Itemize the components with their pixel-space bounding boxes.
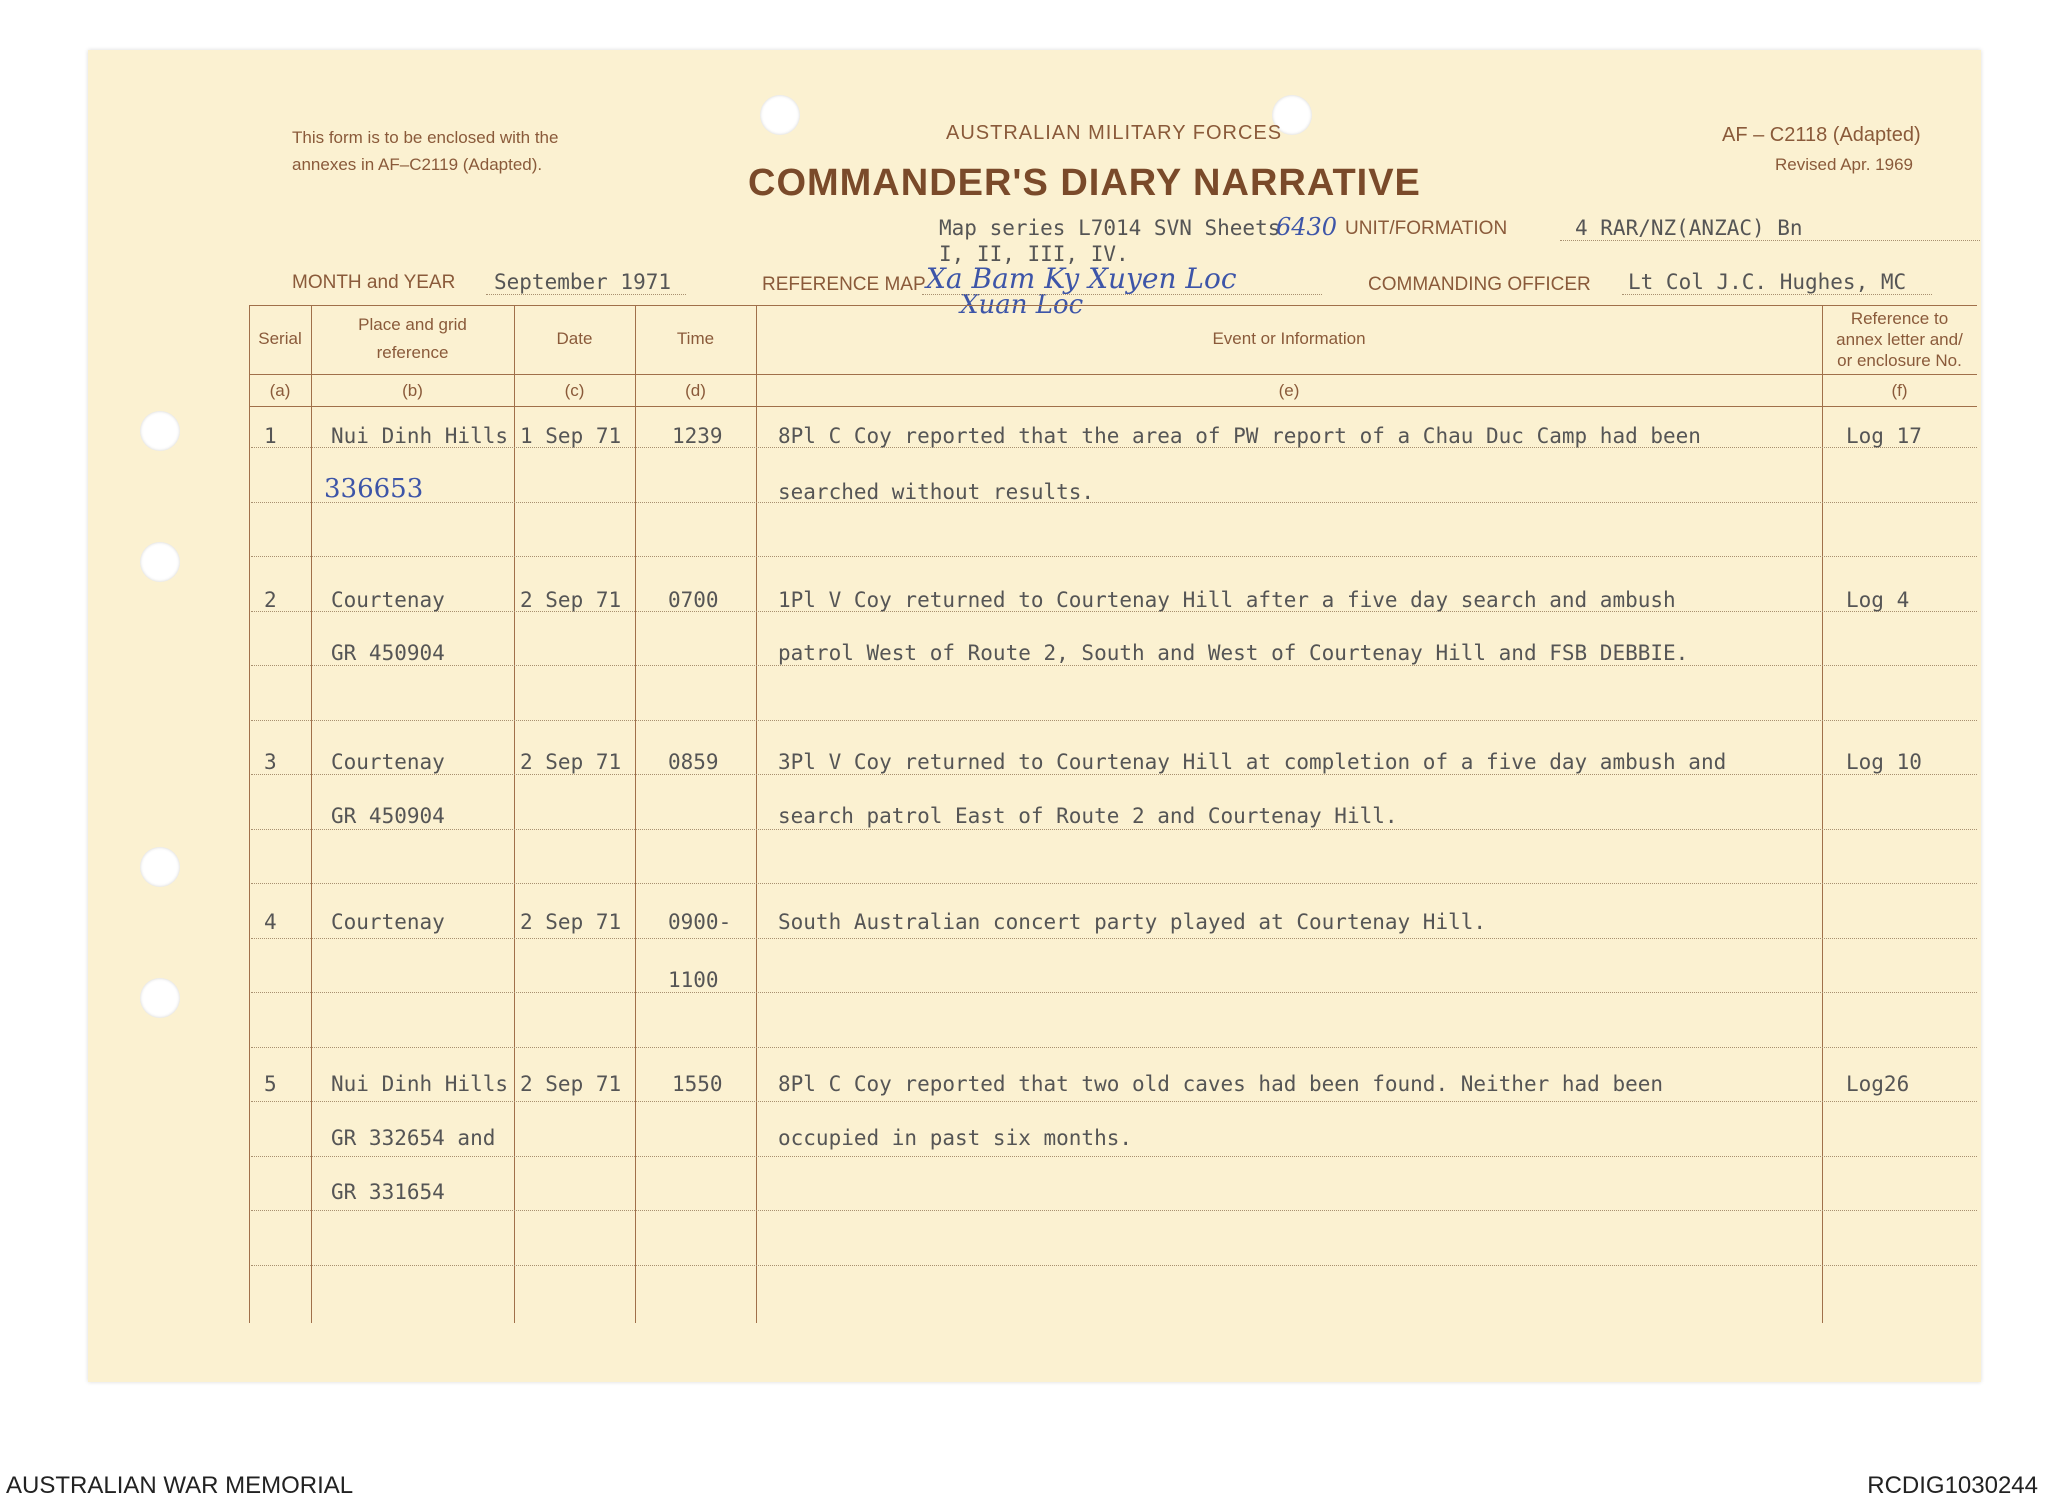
subheader-c: (c) — [564, 381, 585, 400]
commanding-officer-underline — [1622, 294, 1932, 295]
punch-hole — [140, 542, 180, 582]
punch-hole — [760, 95, 800, 135]
entry-place: Courtenay — [331, 750, 445, 774]
ruling-line — [251, 556, 1977, 557]
column-divider — [514, 305, 515, 1323]
header-place-line2: reference — [376, 343, 449, 362]
header-date: Date — [556, 329, 593, 348]
entry-serial: 3 — [264, 750, 277, 774]
ruling-line — [251, 829, 1977, 830]
table-top-border — [249, 305, 1977, 306]
header-reference-line2: annex letter and/ — [1836, 330, 1963, 349]
unit-underline — [1560, 240, 1980, 241]
ruling-line — [251, 1156, 1977, 1157]
entry-time: 1100 — [668, 968, 719, 992]
subheader-b: (b) — [402, 381, 423, 400]
month-year-underline — [486, 294, 686, 295]
table-subheader-divider — [249, 406, 1977, 407]
entry-event-line: 1Pl V Coy returned to Courtenay Hill after a five day search and ambush — [778, 588, 1676, 612]
table-left-border — [249, 305, 250, 1323]
entry-place: Courtenay — [331, 910, 445, 934]
ruling-line — [251, 502, 1977, 503]
commanding-officer-value: Lt Col J.C. Hughes, MC — [1628, 270, 1907, 294]
reference-map-label: REFERENCE MAP — [762, 274, 926, 295]
subheader-d: (d) — [685, 381, 706, 400]
entry-place: Nui Dinh Hills — [331, 1072, 509, 1096]
entry-place: GR 332654 and — [331, 1126, 496, 1150]
entry-date: 1 Sep 71 — [520, 424, 622, 448]
form-revision: Revised Apr. 1969 — [1775, 155, 1913, 174]
entry-event-line: search patrol East of Route 2 and Courtenay Hill. — [778, 804, 1398, 828]
entry-time: 0700 — [668, 588, 719, 612]
column-divider — [311, 305, 312, 1323]
entry-serial: 1 — [264, 424, 277, 448]
form-note-line2: annexes in AF–C2119 (Adapted). — [292, 155, 543, 174]
subheader-e: (e) — [1278, 381, 1300, 400]
map-series-line2: I, II, III, IV. — [939, 242, 1129, 266]
ruling-line — [251, 938, 1977, 939]
ruling-line — [251, 883, 1977, 884]
header-time: Time — [676, 329, 715, 348]
column-divider — [756, 305, 757, 1323]
page-title: COMMANDER'S DIARY NARRATIVE — [748, 162, 1421, 204]
entry-event-line: South Australian concert party played at Courtenay Hill. — [778, 910, 1487, 934]
table-header-divider — [249, 374, 1977, 375]
ruling-line — [251, 1047, 1977, 1048]
ruling-line — [251, 1101, 1977, 1102]
footer-record-id: RCDIG1030244 — [1867, 1472, 2038, 1499]
entry-event-line: patrol West of Route 2, South and West of Courtenay Hill and FSB DEBBIE. — [778, 641, 1689, 665]
entry-event-line: occupied in past six months. — [778, 1126, 1133, 1150]
ruling-line — [251, 665, 1977, 666]
entry-date: 2 Sep 71 — [520, 910, 622, 934]
entry-serial: 4 — [264, 910, 277, 934]
entry-place: GR 450904 — [331, 804, 445, 828]
entry-time: 1550 — [672, 1072, 723, 1096]
map-series-line1: Map series L7014 SVN Sheets — [939, 216, 1281, 240]
ruling-line — [251, 1210, 1977, 1211]
month-year-value: September 1971 — [494, 270, 672, 294]
entry-date: 2 Sep 71 — [520, 750, 622, 774]
header-reference-line1: Reference to — [1850, 309, 1949, 328]
footer-archive-name: AUSTRALIAN WAR MEMORIAL — [6, 1472, 354, 1499]
entry-place: Nui Dinh Hills — [331, 424, 509, 448]
entry-reference: Log 10 — [1846, 750, 1922, 774]
entry-place: GR 331654 — [331, 1180, 445, 1204]
entry-time: 0900- — [668, 910, 732, 934]
header-event: Event or Information — [1212, 329, 1366, 348]
punch-hole — [140, 847, 180, 887]
entry-event-line: 8Pl C Coy reported that two old caves had been found. Neither had been — [778, 1072, 1664, 1096]
reference-map-handwritten-2: Xuan Loc — [960, 290, 1084, 320]
entry-event-line: searched without results. — [778, 480, 1095, 504]
subheader-f: (f) — [1891, 381, 1908, 400]
entry-event-line: 8Pl C Coy reported that the area of PW report of a Chau Duc Camp had been — [778, 424, 1701, 448]
ruling-line — [251, 1265, 1977, 1266]
entry-time: 1239 — [672, 424, 723, 448]
entry-date: 2 Sep 71 — [520, 588, 622, 612]
entry-place-handwritten-grid: 336653 — [324, 474, 424, 504]
header-reference-line3: or enclosure No. — [1837, 351, 1962, 370]
entry-date: 2 Sep 71 — [520, 1072, 622, 1096]
map-sheet-handwritten: 6430 — [1276, 213, 1338, 241]
form-note-line1: This form is to be enclosed with the — [292, 128, 559, 147]
form-number: AF – C2118 (Adapted) — [1722, 124, 1921, 146]
entry-reference: Log 4 — [1846, 588, 1910, 612]
unit-label: UNIT/FORMATION — [1345, 218, 1508, 239]
unit-value: 4 RAR/NZ(ANZAC) Bn — [1575, 216, 1803, 240]
entry-place: Courtenay — [331, 588, 445, 612]
entry-time: 0859 — [668, 750, 719, 774]
organisation-name: AUSTRALIAN MILITARY FORCES — [946, 122, 1283, 144]
entry-reference: Log 17 — [1846, 424, 1922, 448]
header-serial: Serial — [258, 329, 302, 348]
column-divider — [635, 305, 636, 1323]
subheader-a: (a) — [269, 381, 291, 400]
ruling-line — [251, 720, 1977, 721]
column-divider — [1822, 305, 1823, 1323]
commanding-officer-label: COMMANDING OFFICER — [1368, 274, 1591, 295]
reference-map-underline — [922, 294, 1322, 295]
month-year-label: MONTH and YEAR — [292, 272, 456, 293]
header-place-line1: Place and grid — [358, 315, 467, 334]
entry-event-line: 3Pl V Coy returned to Courtenay Hill at completion of a five day ambush and — [778, 750, 1727, 774]
punch-hole — [140, 411, 180, 451]
entry-place: GR 450904 — [331, 641, 445, 665]
ruling-line — [251, 774, 1977, 775]
entry-serial: 2 — [264, 588, 277, 612]
entry-serial: 5 — [264, 1072, 277, 1096]
punch-hole — [140, 978, 180, 1018]
ruling-line — [251, 992, 1977, 993]
reference-map-handwritten: Xa Bam Ky Xuyen Loc — [926, 262, 1237, 295]
entry-reference: Log26 — [1846, 1072, 1910, 1096]
